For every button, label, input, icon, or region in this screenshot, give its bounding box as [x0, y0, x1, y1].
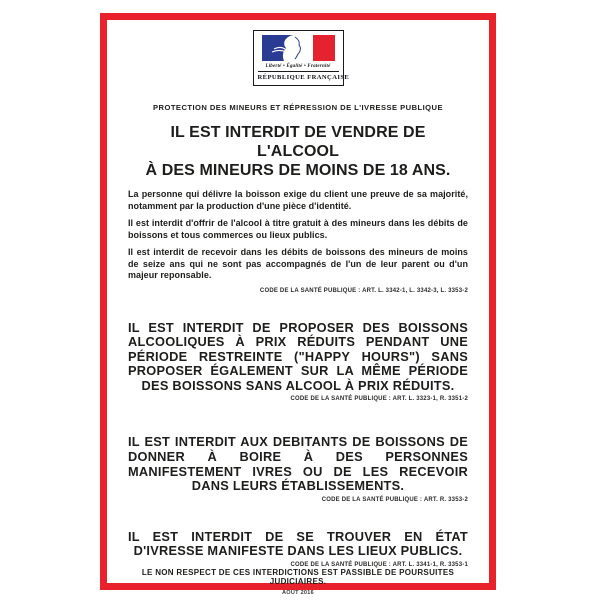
intro-paragraph: Il est interdit de recevoir dans les débits de boissons des mineurs de moins de seize ans qui ne sont pas accompagnés de l'un de leur parent ou d'un majeur reponsable. — [128, 247, 468, 280]
french-flag-marianne-icon — [262, 35, 335, 61]
intro-paragraph: La personne qui délivre la boisson exige du client une preuve de sa majorité, notamment par la production d'une pièce d'identité. — [128, 189, 468, 211]
ban-section-public-drunkenness — [128, 530, 468, 568]
intro-section — [128, 189, 468, 294]
title-line-1: IL EST INTERDIT DE VENDRE DE L'ALCOOL — [170, 124, 426, 160]
poster-title — [128, 123, 468, 180]
footer-warning: LE NON RESPECT DE CES INTERDICTIONS EST PASSIBLE DE POURSUITES JUDICIAIRES. — [141, 568, 455, 587]
poster-content — [107, 20, 489, 597]
ban-text: IL EST INTERDIT DE PROPOSER DES BOISSONS ALCOOLIQUES À PRIX RÉDUITS PENDANT UNE PÉRIODE RESTREINTE ("HAPPY HOURS") SANS PROPOSER ÉGALEMENT SUR LA MÊME PÉRIODE DES BOISSONS SANS ALCOOL À PRIX RÉDUITS. — [128, 319, 468, 393]
footer-date: AOÛT 2016 — [281, 590, 315, 597]
legal-poster — [100, 13, 496, 597]
republique-francaise-logo — [253, 30, 350, 86]
legal-citation: CODE DE LA SANTÉ PUBLIQUE : ART. L. 3323-1, R. 3351-2 — [290, 396, 468, 403]
ban-section-happy-hours — [128, 321, 468, 403]
ban-section-serving-drunk — [128, 435, 468, 502]
logo-motto: Liberté • Égalité • Fraternité — [258, 63, 339, 72]
poster-kicker: PROTECTION DES MINEURS ET RÉPRESSION DE L'IVRESSE PUBLIQUE — [153, 103, 443, 112]
poster-footer — [128, 568, 468, 598]
legal-citation: CODE DE LA SANTÉ PUBLIQUE : ART. L. 3342-1, L. 3342-3, L. 3353-2 — [259, 287, 468, 294]
ban-text: IL EST INTERDIT AUX DEBITANTS DE BOISSONS DE DONNER À BOIRE À DES PERSONNES MANIFESTEMENT IVRES OU DE LES RECEVOIR DANS LEURS ÉTABLISSEMENTS. — [128, 434, 468, 494]
government-logo — [128, 30, 468, 86]
ban-text: IL EST INTERDIT DE SE TROUVER EN ÉTAT D'IVRESSE MANIFESTE DANS LES LIEUX PUBLICS. — [128, 528, 468, 559]
title-line-2: À DES MINEURS DE MOINS DE 18 ANS. — [145, 162, 451, 179]
legal-citation: CODE DE LA SANTÉ PUBLIQUE : ART. L. 3341-1, R. 3353-1 — [290, 562, 468, 569]
intro-paragraph: Il est interdit d'offrir de l'alcool à titre gratuit à des mineurs dans les débits de boissons et tous commerces ou lieux publics. — [128, 218, 468, 240]
logo-republic-label: RÉPUBLIQUE FRANÇAISE — [257, 74, 350, 81]
legal-citation: CODE DE LA SANTÉ PUBLIQUE : ART. R. 3353-2 — [321, 496, 468, 503]
